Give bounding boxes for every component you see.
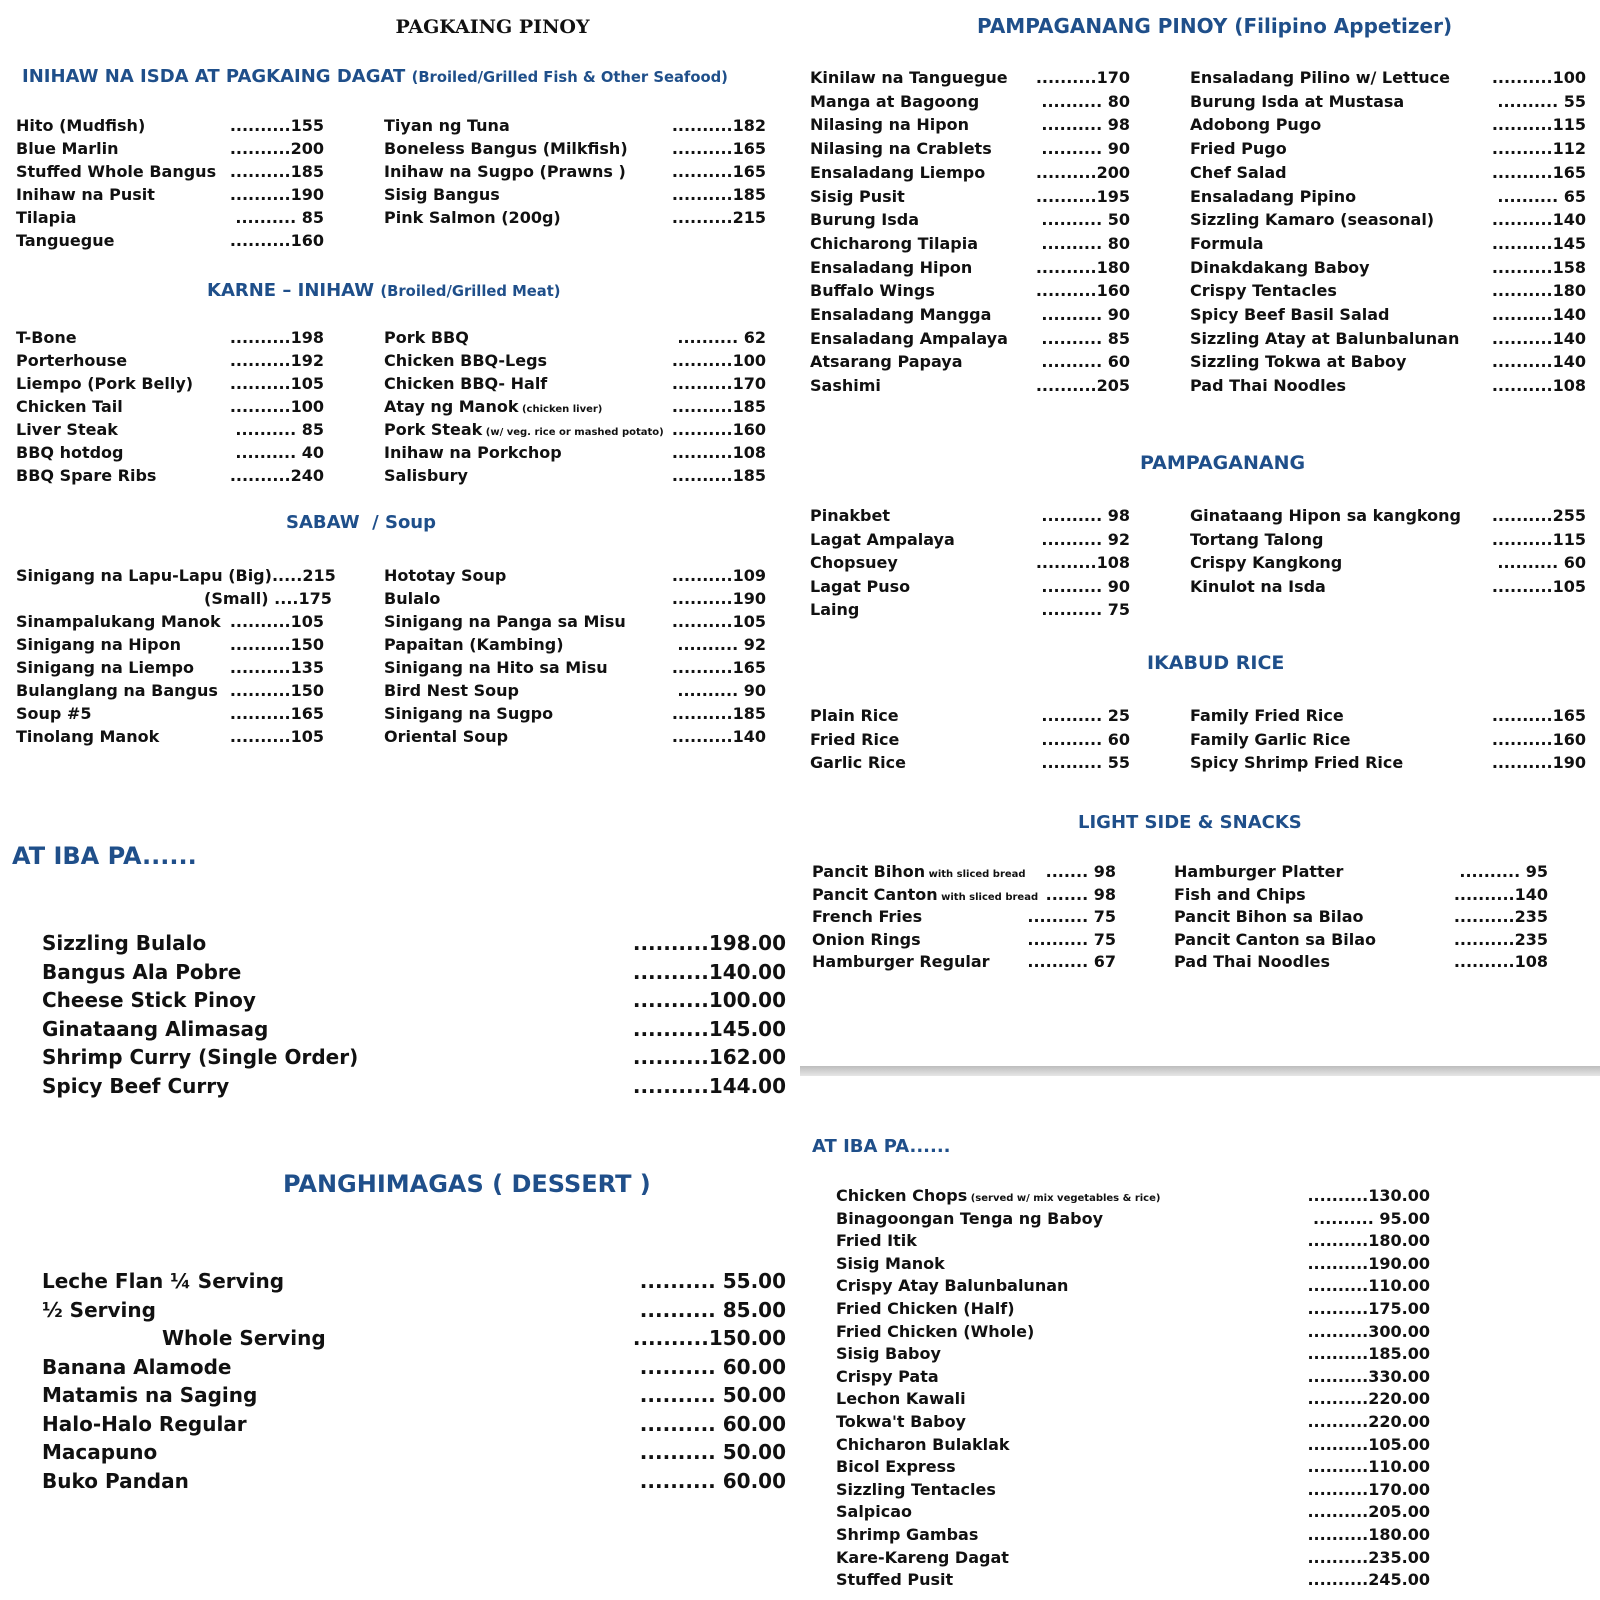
menu-item-name: Bulalo [384, 589, 441, 608]
menu-item-price: .......... 60 [1041, 729, 1130, 749]
menu-item-name: Cheese Stick Pinoy [42, 988, 256, 1012]
menu-item-name: Sizzling Kamaro (seasonal) [1190, 210, 1435, 230]
menu-item-name: Pinakbet [810, 506, 890, 525]
section-header-pampaganang-pinoy: PAMPAGANANG PINOY (Filipino Appetizer) [977, 14, 1453, 38]
menu-item-price: ..........150.00 [632, 1326, 786, 1350]
menu-item-name: Leche Flan ¼ Serving [42, 1269, 285, 1293]
menu-item-price: ..........235.00 [1307, 1547, 1430, 1567]
menu-item-lapu-small: (Small) ....175 [204, 589, 332, 608]
menu-item-price: ..........220.00 [1307, 1389, 1430, 1409]
menu-item-name: Hamburger Regular [812, 952, 990, 971]
menu-item-price: ....... 98 [1045, 884, 1116, 904]
menu-item-price: ..........105 [1491, 576, 1586, 596]
menu-item-price: .......... 95 [1459, 862, 1548, 881]
menu-item-price: ..........330.00 [1307, 1366, 1430, 1386]
menu-item-name: Inihaw na Porkchop [384, 443, 562, 462]
menu-item-name: Chicharon Bulaklak [836, 1434, 1010, 1454]
menu-item-price: .......... 90 [1041, 576, 1130, 596]
menu-item-price: ..........140 [1453, 884, 1548, 904]
menu-item-name: Chicharong Tilapia [810, 233, 978, 253]
menu-item-name: Kare-Kareng Dagat [836, 1547, 1009, 1567]
section-header-at-iba-pa-1: AT IBA PA...... [12, 842, 197, 870]
menu-item-name: Banana Alamode [42, 1354, 232, 1379]
menu-item-name: Chicken Tail [16, 397, 123, 416]
menu-item-price: ..........235 [1453, 907, 1548, 926]
menu-item-name: Spicy Beef Curry [42, 1073, 230, 1098]
menu-item-name: Fish and Chips [1174, 884, 1306, 904]
section-subtitle: / Soup [372, 512, 437, 533]
menu-item-name: Spicy Beef Basil Salad [1190, 305, 1390, 324]
menu-item-name: Tortang Talong [1190, 529, 1324, 549]
menu-item-price: .......... 65 [1497, 186, 1586, 206]
menu-item-name: Crispy Pata [836, 1366, 939, 1386]
menu-item-name: Halo-Halo Regular [42, 1411, 247, 1436]
menu-item-price: ..........110.00 [1307, 1457, 1430, 1477]
menu-item-price: ..........185 [229, 162, 324, 181]
menu-item-price: ..........162.00 [632, 1045, 786, 1069]
menu-item-price: ..........140 [1491, 305, 1586, 324]
menu-item-name: Shrimp Curry (Single Order) [42, 1045, 359, 1069]
menu-item-price: ..........108 [1491, 376, 1586, 396]
menu-item-price: ..........144.00 [632, 1073, 786, 1098]
menu-item-price: ..........200 [229, 139, 324, 158]
menu-item-name: Buffalo Wings [810, 281, 935, 301]
menu-item-name: Sizzling Tentacles [836, 1479, 996, 1499]
menu-item-price: ..........190 [229, 185, 324, 204]
menu-item-price: .......... 60.00 [639, 1354, 786, 1379]
menu-item-name: Tanguegue [16, 231, 115, 250]
menu-item-price: ..........105 [671, 612, 766, 631]
menu-item-name: Bicol Express [836, 1457, 956, 1477]
menu-item-price: ..........235 [1453, 929, 1548, 949]
menu-item-price: ..........205.00 [1307, 1502, 1430, 1522]
menu-item-name: Tiyan ng Tuna [384, 116, 510, 135]
menu-item-price: ..........140 [1491, 210, 1586, 230]
menu-item-price: .......... 90 [677, 681, 766, 700]
menu-item-name: Hototay Soup [384, 566, 507, 585]
section-header-ikabud-rice: IKABUD RICE [1147, 652, 1285, 674]
menu-item-price: ..........185 [671, 397, 766, 416]
menu-item-note: (served w/ mix vegetables & rice) [967, 1193, 1161, 1204]
menu-item-name: Pork BBQ [384, 328, 469, 347]
menu-item-name: Sinigang na Sugpo [384, 704, 554, 723]
menu-item-name: Kinulot na Isda [1190, 576, 1326, 596]
menu-item-price: .......... 85 [235, 420, 324, 439]
menu-item-price: .......... 55.00 [639, 1269, 786, 1293]
menu-item-price: ..........100 [1491, 68, 1586, 87]
menu-item-price: ..........145.00 [632, 1016, 786, 1041]
menu-item-name: Manga at Bagoong [810, 91, 980, 111]
section-subtitle: (Broiled/Grilled Fish & Other Seafood) [411, 69, 728, 86]
menu-item-name: Sinigang na Liempo [16, 658, 194, 677]
menu-item-price: ..........165 [671, 139, 766, 158]
menu-item-name: Spicy Shrimp Fried Rice [1190, 753, 1404, 772]
menu-item-name: Boneless Bangus (Milkfish) [384, 139, 628, 158]
menu-item-price: .......... 62 [677, 328, 766, 347]
menu-item-lapu-big: Sinigang na Lapu-Lapu (Big).....215 [16, 566, 336, 585]
menu-item-price: ..........160 [229, 231, 324, 250]
menu-item-name: Bird Nest Soup [384, 681, 519, 700]
menu-item-name: T-Bone [16, 328, 77, 347]
menu-item-name: Matamis na Saging [42, 1383, 258, 1407]
menu-item-name: Chicken Chops (served w/ mix vegetables & rice) [836, 1186, 1161, 1205]
menu-item-price: .......... 90 [1041, 305, 1130, 324]
menu-item-price: ..........165 [671, 162, 766, 181]
menu-item-name: Sisig Bangus [384, 185, 500, 204]
menu-item-name: Salpicao [836, 1502, 913, 1522]
menu-item-name: Plain Rice [810, 706, 899, 725]
menu-item-price: .......... 55 [1497, 91, 1586, 111]
menu-item-name: Pink Salmon (200g) [384, 208, 561, 227]
menu-item-price: ..........170.00 [1307, 1479, 1430, 1499]
menu-item-price: ..........185 [671, 704, 766, 723]
menu-item-name: Tokwa't Baboy [836, 1412, 966, 1431]
menu-item-price: ..........115 [1491, 529, 1586, 549]
menu-item-price: .......... 60.00 [639, 1411, 786, 1436]
menu-item-price: ..........105 [229, 374, 324, 393]
menu-item-name: Pancit Canton sa Bilao [1174, 929, 1377, 949]
menu-item-price: .......... 92 [677, 635, 766, 654]
menu-item-price: .......... 90 [1041, 139, 1130, 159]
menu-item-price: .......... 40 [235, 443, 324, 462]
menu-item-price: .......... 60 [1497, 553, 1586, 572]
menu-item-name: Dinakdakang Baboy [1190, 257, 1370, 277]
menu-item-price: ..........115 [1491, 115, 1586, 135]
menu-item-name: Crispy Kangkong [1190, 553, 1343, 572]
menu-item-name: Sisig Baboy [836, 1344, 941, 1364]
menu-item-price: ..........180 [1035, 257, 1130, 277]
menu-item-price: ..........100 [229, 397, 324, 416]
menu-item-price: .......... 85 [235, 208, 324, 227]
menu-item-name: Sizzling Atay at Balunbalunan [1190, 328, 1460, 348]
menu-item-price: ..........240 [229, 466, 324, 485]
menu-item-price: ....... 98 [1045, 862, 1116, 881]
menu-item-name: Adobong Pugo [1190, 115, 1322, 135]
menu-item-name: Inihaw na Sugpo (Prawns ) [384, 162, 626, 181]
menu-item-name: Pancit Canton with sliced bread [812, 884, 1039, 904]
menu-item-price: .......... 55 [1041, 753, 1130, 772]
menu-item-price: .......... 67 [1027, 952, 1116, 971]
menu-item-price: ..........100 [671, 351, 766, 370]
menu-item-name: Liver Steak [16, 420, 118, 439]
menu-item-name: ½ Serving [42, 1297, 156, 1322]
menu-item-price: .......... 75 [1027, 907, 1116, 926]
menu-item-name: Bulanglang na Bangus [16, 681, 218, 700]
menu-item-price: ..........109 [671, 566, 766, 585]
menu-item-name: Pork Steak (w/ veg. rice or mashed potato) [384, 420, 664, 439]
menu-item-name: Papaitan (Kambing) [384, 635, 564, 654]
menu-item-price: ..........180.00 [1307, 1231, 1430, 1251]
section-header-at-iba-pa-2: AT IBA PA...... [812, 1136, 951, 1157]
menu-item-name: Lechon Kawali [836, 1389, 966, 1409]
menu-item-price: .......... 92 [1041, 529, 1130, 549]
menu-item-price: .......... 98 [1041, 506, 1130, 525]
menu-item-price: .......... 75 [1041, 600, 1130, 619]
section-title: SABAW [286, 512, 360, 533]
menu-item-name: Stuffed Whole Bangus [16, 162, 217, 181]
section-title: KARNE – INIHAW [207, 280, 375, 301]
menu-item-price: .......... 60 [1041, 352, 1130, 372]
menu-item-name: Sinigang na Hipon [16, 635, 182, 654]
menu-item-name: Family Garlic Rice [1190, 729, 1351, 749]
menu-item-name: Crispy Tentacles [1190, 281, 1337, 301]
menu-item-price: ..........205 [1035, 376, 1130, 396]
menu-item-name: Ginataang Hipon sa kangkong [1190, 506, 1461, 525]
menu-item-name: Atay ng Manok (chicken liver) [384, 397, 603, 416]
menu-item-name: Formula [1190, 233, 1264, 253]
menu-item-name: Ensaladang Ampalaya [810, 328, 1008, 348]
menu-item-price: ..........198.00 [632, 931, 786, 955]
menu-item-price: ..........192 [229, 351, 324, 370]
menu-item-name: Porterhouse [16, 351, 128, 370]
section-subtitle: (Broiled/Grilled Meat) [380, 283, 561, 300]
menu-item-price: ..........158 [1491, 257, 1586, 277]
menu-item-name: Pad Thai Noodles [1174, 952, 1330, 971]
menu-item-price: ..........185 [671, 185, 766, 204]
menu-item-name: Sinigang na Hito sa Misu [384, 658, 608, 677]
menu-item-name: Ginataang Alimasag [42, 1016, 269, 1041]
menu-item-price: ..........155 [229, 116, 324, 135]
menu-item-name: Lagat Ampalaya [810, 529, 955, 549]
menu-item-price: ..........150 [229, 681, 324, 700]
menu-item-price: ..........215 [671, 208, 766, 227]
menu-item-name: Stuffed Pusit [836, 1570, 954, 1590]
menu-item-name: Fried Chicken (Whole) [836, 1321, 1035, 1341]
menu-item-price: ..........198 [229, 328, 324, 347]
menu-item-name: Onion Rings [812, 929, 921, 949]
menu-item-name: Laing [810, 600, 860, 619]
menu-item-price: ..........145 [1491, 233, 1586, 253]
menu-item-price: ..........185.00 [1307, 1344, 1430, 1364]
menu-item-price: ..........140 [1491, 352, 1586, 372]
menu-item-name: Ensaladang Mangga [810, 305, 992, 324]
menu-item-name: BBQ hotdog [16, 443, 124, 462]
menu-item-name: Blue Marlin [16, 139, 119, 158]
menu-item-name: Inihaw na Pusit [16, 185, 155, 204]
menu-item-name: Family Fried Rice [1190, 706, 1344, 725]
section-header-dessert: PANGHIMAGAS ( DESSERT ) [283, 1170, 651, 1198]
menu-item-price: ..........108 [1453, 952, 1548, 971]
section-title: INIHAW NA ISDA AT PAGKAING DAGAT [22, 66, 406, 87]
menu-item-name: Tinolang Manok [16, 727, 160, 746]
menu-item-price: .......... 50.00 [639, 1440, 786, 1464]
menu-item-name: Ensaladang Pipino [1190, 186, 1357, 206]
menu-item-name: Ensaladang Liempo [810, 162, 986, 182]
menu-item-price: ..........190.00 [1307, 1253, 1430, 1273]
menu-item-price: ..........190 [671, 589, 766, 608]
menu-item-price: ..........160 [671, 420, 766, 439]
menu-item-name: Macapuno [42, 1440, 158, 1464]
menu-item-price: ..........140 [1491, 328, 1586, 348]
menu-item-name: Sisig Manok [836, 1253, 945, 1273]
menu-item-price: ..........150 [229, 635, 324, 654]
menu-item-name: Atsarang Papaya [810, 352, 963, 372]
menu-item-price: .......... 25 [1041, 706, 1130, 725]
menu-item-note: with sliced bread [937, 891, 1039, 903]
section-header-karne [207, 280, 561, 301]
menu-item-price: ..........105 [229, 727, 324, 746]
menu-item-name: Sinampalukang Manok [16, 612, 221, 631]
menu-item-price: ..........185 [671, 466, 766, 485]
menu-item-name: Burung Isda [810, 210, 920, 230]
menu-item-name: Pancit Bihon sa Bilao [1174, 907, 1364, 926]
menu-item-name: Whole Serving [162, 1326, 326, 1350]
menu-item-name: French Fries [812, 907, 923, 926]
menu-item-name: Hito (Mudfish) [16, 116, 146, 135]
menu-item-name: Buko Pandan [42, 1468, 189, 1493]
menu-item-name: Fried Pugo [1190, 139, 1287, 159]
menu-item-price: ..........200 [1035, 162, 1130, 182]
menu-item-price: ..........170 [1035, 68, 1130, 87]
menu-item-price: ..........220.00 [1307, 1412, 1430, 1431]
menu-item-name: Pancit Bihon with sliced bread [812, 862, 1026, 881]
menu-item-name: Sashimi [810, 376, 881, 396]
menu-item-price: .......... 85.00 [639, 1297, 786, 1322]
menu-item-price: ..........165 [229, 704, 324, 723]
menu-item-price: ..........195 [1035, 186, 1130, 206]
menu-item-price: ..........255 [1491, 506, 1586, 525]
section-header-inihaw-isda [22, 66, 728, 87]
menu-item-name: Garlic Rice [810, 753, 906, 772]
menu-item-price: ..........110.00 [1307, 1276, 1430, 1296]
section-header-pampaganang: PAMPAGANANG [1140, 452, 1306, 474]
menu-item-name: Crispy Atay Balunbalunan [836, 1276, 1069, 1296]
menu-item-name: Fried Rice [810, 729, 900, 749]
menu-item-price: ..........180 [1491, 281, 1586, 301]
menu-item-price: ..........300.00 [1307, 1321, 1430, 1341]
menu-item-note: (chicken liver) [518, 404, 603, 415]
menu-item-price: ..........160 [1491, 729, 1586, 749]
menu-item-price: ..........190 [1491, 753, 1586, 772]
menu-item-price: ..........105 [229, 612, 324, 631]
menu-item-name: Bangus Ala Pobre [42, 959, 242, 984]
menu-item-note: (w/ veg. rice or mashed potato) [482, 427, 664, 438]
menu-item-name: Tilapia [16, 208, 77, 227]
menu-item-name: Nilasing na Crablets [810, 139, 992, 159]
menu-item-price: .......... 85 [1041, 328, 1130, 348]
menu-item-name: Shrimp Gambas [836, 1525, 979, 1544]
menu-item-price: ..........182 [671, 116, 766, 135]
menu-item-price: .......... 50.00 [639, 1383, 786, 1407]
menu-item-name: Lagat Puso [810, 576, 911, 596]
menu-item-price: ..........175.00 [1307, 1299, 1430, 1318]
menu-item-price: ..........140.00 [632, 959, 786, 984]
menu-item-price: ..........108 [1035, 553, 1130, 572]
menu-item-name: Sizzling Tokwa at Baboy [1190, 352, 1407, 372]
menu-item-name: Burung Isda at Mustasa [1190, 91, 1405, 111]
menu-item-name: Hamburger Platter [1174, 862, 1344, 881]
menu-item-price: ..........165 [1491, 162, 1586, 182]
section-header-sabaw [286, 512, 436, 533]
menu-item-name: Nilasing na Hipon [810, 115, 970, 135]
menu-item-name: Sinigang na Panga sa Misu [384, 612, 626, 631]
menu-item-price: .......... 50 [1041, 210, 1130, 230]
menu-item-name: Sisig Pusit [810, 186, 905, 206]
page-divider [800, 1066, 1600, 1076]
menu-item-name: Ensaladang Pilino w/ Lettuce [1190, 68, 1450, 87]
menu-item-price: ..........112 [1491, 139, 1586, 159]
menu-item-name: Soup #5 [16, 704, 92, 723]
menu-item-price: ..........180.00 [1307, 1525, 1430, 1544]
menu-item-name: Chef Salad [1190, 162, 1287, 182]
menu-item-price: ..........140 [671, 727, 766, 746]
menu-item-name: Chicken BBQ-Legs [384, 351, 548, 370]
menu-item-name: Chopsuey [810, 553, 898, 572]
page-title: PAGKAING PINOY [395, 16, 590, 38]
menu-item-price: ..........165 [671, 658, 766, 677]
menu-item-name: Salisbury [384, 466, 468, 485]
menu-item-name: Fried Chicken (Half) [836, 1299, 1015, 1318]
menu-item-price: .......... 95.00 [1313, 1208, 1430, 1228]
menu-item-name: Sizzling Bulalo [42, 931, 207, 955]
menu-item-name: Chicken BBQ- Half [384, 374, 548, 393]
menu-item-price: ..........160 [1035, 281, 1130, 301]
menu-item-name: Ensaladang Hipon [810, 257, 973, 277]
menu-item-price: .......... 60.00 [639, 1468, 786, 1493]
menu-item-name: Pad Thai Noodles [1190, 376, 1346, 396]
menu-item-note: with sliced bread [925, 869, 1026, 880]
menu-item-price: .......... 80 [1041, 233, 1130, 253]
menu-item-name: BBQ Spare Ribs [16, 466, 157, 485]
menu-item-price: .......... 75 [1027, 929, 1116, 949]
menu-item-price: ..........105.00 [1307, 1434, 1430, 1454]
menu-item-price: .......... 80 [1041, 91, 1130, 111]
menu-item-price: ..........108 [671, 443, 766, 462]
menu-item-price: ..........245.00 [1307, 1570, 1430, 1590]
menu-item-name: Fried Itik [836, 1231, 917, 1251]
menu-item-price: ..........130.00 [1307, 1186, 1430, 1205]
menu-item-name: Binagoongan Tenga ng Baboy [836, 1208, 1104, 1228]
menu-item-price: ..........100.00 [632, 988, 786, 1012]
menu-item-price: .......... 98 [1041, 115, 1130, 135]
menu-item-name: Oriental Soup [384, 727, 509, 746]
menu-item-price: ..........165 [1491, 706, 1586, 725]
menu-item-price: ..........135 [229, 658, 324, 677]
menu-item-name: Liempo (Pork Belly) [16, 374, 194, 393]
menu-item-price: ..........170 [671, 374, 766, 393]
menu-item-name: Kinilaw na Tanguegue [810, 68, 1008, 87]
section-header-light-side: LIGHT SIDE & SNACKS [1078, 812, 1302, 833]
